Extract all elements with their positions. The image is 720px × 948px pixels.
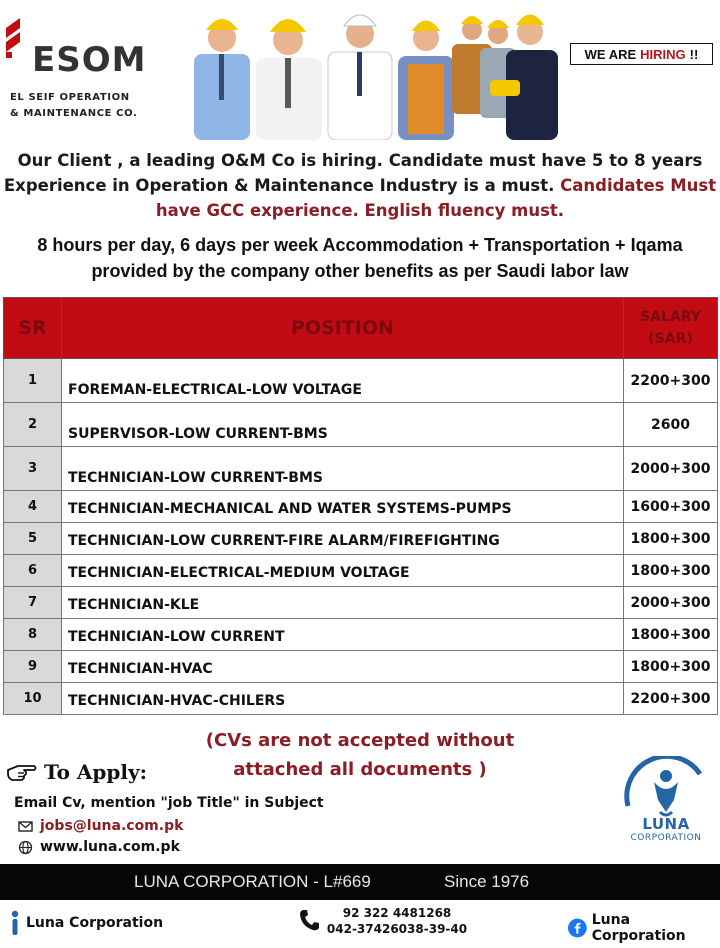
- hiring-badge: [570, 43, 713, 65]
- cv-notice-line2: attached all documents ): [233, 759, 487, 780]
- intro-line2-text: Experience in Operation & Maintenance Industry is a must.: [3, 176, 555, 195]
- cv-notice: [200, 726, 520, 784]
- footer-left-name: Luna Corporation: [26, 915, 164, 931]
- table-row: [4, 619, 718, 651]
- website-link[interactable]: www.luna.com.pk: [40, 839, 180, 855]
- header-position: POSITION: [62, 298, 624, 359]
- table-row: [4, 587, 718, 619]
- intro-line2-red: Candidates Must: [560, 176, 717, 195]
- row-sr: 3: [4, 447, 62, 491]
- benefits-line1: 8 hours per day, 6 days per week Accommodation + Transportation + Iqama: [37, 235, 683, 255]
- facebook-icon[interactable]: [568, 918, 587, 938]
- company-name-line2: & MAINTENANCE CO.: [10, 108, 138, 119]
- footer-right-name: Luna Corporation: [591, 912, 686, 944]
- row-sr: 10: [4, 683, 62, 715]
- benefits-text: [0, 232, 720, 284]
- row-position: TECHNICIAN-MECHANICAL AND WATER SYSTEMS-PUMPS: [62, 491, 624, 523]
- row-salary: 1800+300: [624, 555, 718, 587]
- row-position: TECHNICIAN-LOW CURRENT: [62, 619, 624, 651]
- table-row: [4, 523, 718, 555]
- row-sr: 9: [4, 651, 62, 683]
- table-row: [4, 683, 718, 715]
- company-logo: [6, 14, 156, 119]
- row-position: TECHNICIAN-HVAC-CHILERS: [62, 683, 624, 715]
- row-sr: 7: [4, 587, 62, 619]
- esom-mark-icon: [6, 18, 28, 58]
- footer-band: [0, 864, 720, 900]
- web-contact: [18, 839, 180, 855]
- header-salary: [624, 298, 718, 359]
- intro-line3-red: have GCC experience. English fluency must.: [155, 201, 565, 220]
- table-row: [4, 447, 718, 491]
- apply-title: To Apply:: [44, 760, 147, 784]
- row-salary: 2000+300: [624, 447, 718, 491]
- row-sr: 4: [4, 491, 62, 523]
- table-row: [4, 491, 718, 523]
- row-position: TECHNICIAN-HVAC: [62, 651, 624, 683]
- logo-text: ESOM: [32, 40, 147, 80]
- benefits-line2: provided by the company other benefits as per Saudi labor law: [91, 261, 629, 281]
- envelope-icon: [18, 819, 33, 834]
- header-salary-line2: (SAR): [648, 331, 693, 347]
- email-contact: [18, 818, 183, 834]
- header-sr: SR: [4, 298, 62, 359]
- footer-license: LUNA CORPORATION - L#669: [134, 872, 371, 891]
- footer-left-brand: [8, 910, 163, 936]
- intro-line2: [0, 173, 720, 198]
- row-sr: 1: [4, 359, 62, 403]
- phone-number-1: 92 322 4481268: [342, 906, 452, 920]
- hiring-badge-prefix: WE ARE: [584, 46, 637, 62]
- hiring-badge-suffix: !!: [689, 46, 699, 62]
- table-row: [4, 403, 718, 447]
- intro-text: [0, 148, 720, 223]
- row-position: SUPERVISOR-LOW CURRENT-BMS: [62, 403, 624, 447]
- phone-icon: [298, 908, 320, 932]
- globe-icon: [18, 840, 33, 855]
- luna-name: LUNA: [642, 815, 690, 833]
- apply-instruction: Email Cv, mention "job Title" in Subject: [14, 795, 324, 811]
- table-header-row: [4, 298, 718, 359]
- row-salary: 1800+300: [624, 651, 718, 683]
- row-position: FOREMAN-ELECTRICAL-LOW VOLTAGE: [62, 359, 624, 403]
- workers-illustration: [190, 4, 560, 140]
- row-sr: 6: [4, 555, 62, 587]
- row-salary: 2000+300: [624, 587, 718, 619]
- row-position: TECHNICIAN-LOW CURRENT-FIRE ALARM/FIREFIGHTING: [62, 523, 624, 555]
- row-salary: 2600: [624, 403, 718, 447]
- footer-right-brand: [568, 912, 720, 944]
- table-row: [4, 651, 718, 683]
- row-salary: 1800+300: [624, 619, 718, 651]
- header-salary-line1: SALARY: [640, 309, 701, 325]
- hiring-badge-highlight: HIRING: [640, 46, 686, 62]
- row-sr: 5: [4, 523, 62, 555]
- row-position: TECHNICIAN-LOW CURRENT-BMS: [62, 447, 624, 491]
- email-link[interactable]: jobs@luna.com.pk: [40, 818, 184, 834]
- luna-person-icon: [8, 910, 22, 936]
- positions-table: [3, 297, 718, 715]
- row-salary: 1800+300: [624, 523, 718, 555]
- row-sr: 8: [4, 619, 62, 651]
- row-position: TECHNICIAN-KLE: [62, 587, 624, 619]
- cv-notice-line1: (CVs are not accepted without: [205, 730, 515, 751]
- row-position: TECHNICIAN-ELECTRICAL-MEDIUM VOLTAGE: [62, 555, 624, 587]
- pointing-hand-icon: [6, 760, 38, 784]
- row-salary: 2200+300: [624, 683, 718, 715]
- intro-line1: Our Client , a leading O&M Co is hiring. Candidate must have 5 to 8 years: [17, 151, 703, 170]
- phone-number-2: 042-37426038-39-40: [326, 922, 468, 936]
- luna-corporation: CORPORATION: [630, 833, 702, 843]
- row-salary: 1600+300: [624, 491, 718, 523]
- company-name-line1: EL SEIF OPERATION: [10, 92, 130, 103]
- table-row: [4, 555, 718, 587]
- table-row: [4, 359, 718, 403]
- row-sr: 2: [4, 403, 62, 447]
- apply-heading: [6, 758, 147, 786]
- phone-numbers: [322, 905, 472, 937]
- row-salary: 2200+300: [624, 359, 718, 403]
- footer-since: Since 1976: [444, 872, 530, 891]
